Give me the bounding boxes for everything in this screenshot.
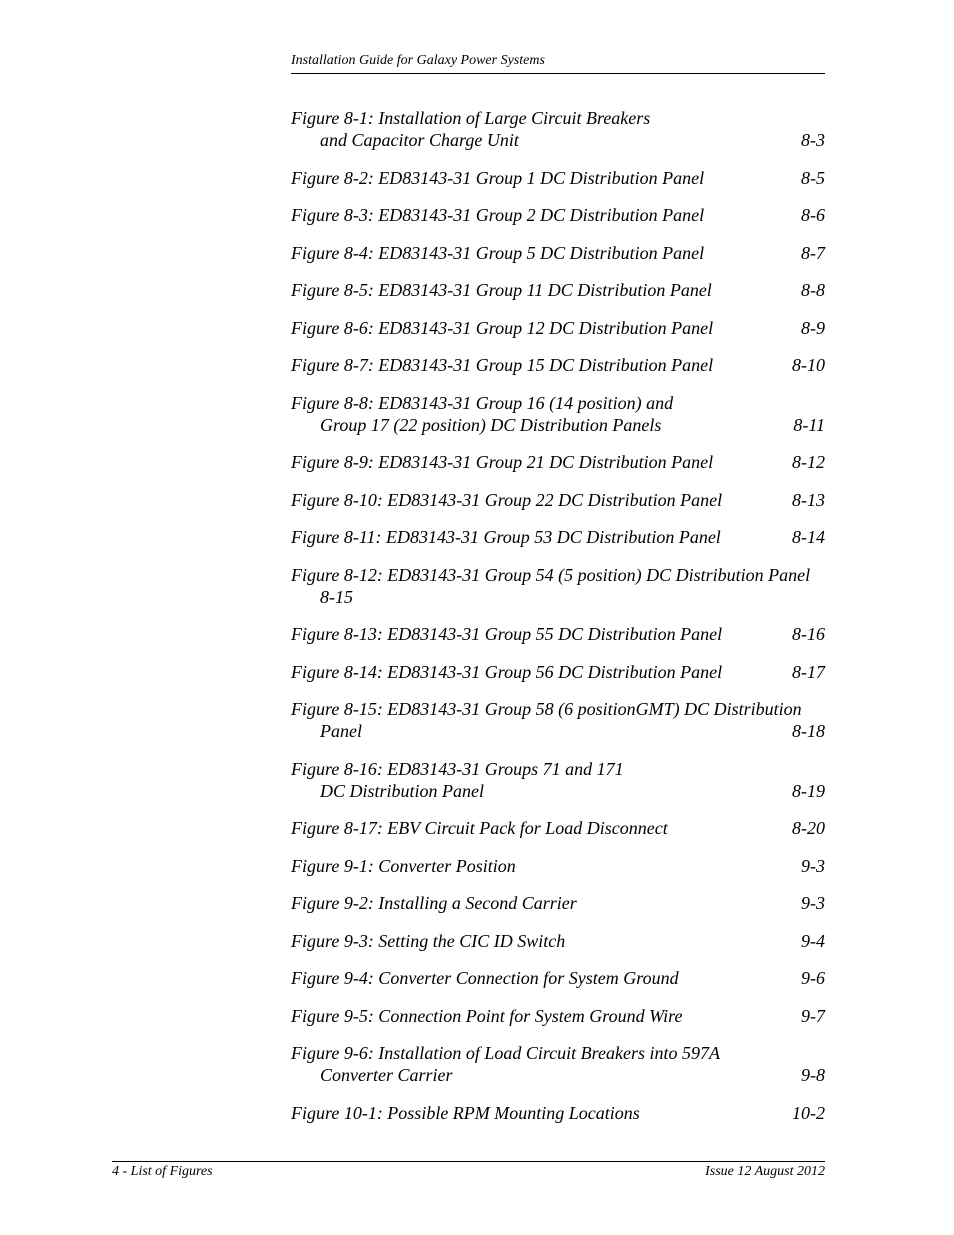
toc-entry-8-9[interactable]: Figure 8-9: ED83143-31 Group 21 DC Distribution Panel 8-12 — [291, 452, 825, 472]
page-number: 9-8 — [801, 1065, 825, 1085]
toc-entry-8-1[interactable]: Figure 8-1: Installation of Large Circuit Breakers and Capacitor Charge Unit 8-3 — [291, 108, 825, 150]
page-number: 8-15 — [320, 586, 353, 607]
toc-entry-9-6[interactable]: Figure 9-6: Installation of Load Circuit Breakers into 597A Converter Carrier 9-8 — [291, 1043, 825, 1085]
toc-entry-8-12[interactable]: Figure 8-12: ED83143-31 Group 54 (5 position) DC Distribution Panel 8-15 — [291, 564, 825, 608]
page-number: 9-6 — [801, 968, 825, 988]
page-number: 9-3 — [801, 855, 825, 876]
toc-entry-8-5[interactable]: Figure 8-5: ED83143-31 Group 11 DC Distribution Panel 8-8 — [291, 280, 825, 300]
page-number: 8-13 — [792, 489, 825, 510]
toc-entry-9-1[interactable]: Figure 9-1: Converter Position 9-3 — [291, 855, 825, 876]
page-number: 8-18 — [792, 721, 825, 741]
toc-entry-9-2[interactable]: Figure 9-2: Installing a Second Carrier 9-3 — [291, 893, 825, 913]
page-number: 8-14 — [792, 527, 825, 547]
page-number: 8-10 — [792, 355, 825, 375]
page-number: 10-2 — [792, 1102, 825, 1123]
page-number: 9-4 — [801, 930, 825, 951]
page-number: 8-3 — [801, 130, 825, 150]
page-number: 8-5 — [801, 167, 825, 188]
toc-entry-8-11[interactable]: Figure 8-11: ED83143-31 Group 53 DC Distribution Panel 8-14 — [291, 527, 825, 547]
page-number: 8-19 — [792, 780, 825, 801]
running-header — [291, 52, 825, 74]
list-of-figures — [291, 107, 825, 1139]
toc-entry-8-2[interactable]: Figure 8-2: ED83143-31 Group 1 DC Distribution Panel 8-5 — [291, 167, 825, 188]
toc-entry-8-7[interactable]: Figure 8-7: ED83143-31 Group 15 DC Distribution Panel 8-10 — [291, 355, 825, 375]
toc-entry-8-8[interactable]: Figure 8-8: ED83143-31 Group 16 (14 position) and Group 17 (22 position) DC Distribution Panels 8-11 — [291, 392, 825, 435]
toc-entry-8-15[interactable]: Figure 8-15: ED83143-31 Group 58 (6 positionGMT) DC Distribution Panel 8-18 — [291, 699, 825, 741]
toc-entry-9-3[interactable]: Figure 9-3: Setting the CIC ID Switch 9-4 — [291, 930, 825, 951]
toc-entry-8-14[interactable]: Figure 8-14: ED83143-31 Group 56 DC Distribution Panel 8-17 — [291, 661, 825, 682]
page-number: 8-17 — [792, 661, 825, 682]
footer-issue: Issue 12 August 2012 — [705, 1164, 825, 1179]
header-title: Installation Guide for Galaxy Power Systems — [291, 53, 545, 68]
running-footer — [112, 1161, 825, 1181]
page-number: 8-16 — [792, 624, 825, 644]
page-number: 9-7 — [801, 1005, 825, 1026]
toc-entry-8-13[interactable]: Figure 8-13: ED83143-31 Group 55 DC Distribution Panel 8-16 — [291, 624, 825, 644]
page-number: 8-7 — [801, 242, 825, 263]
page-number: 8-8 — [801, 280, 825, 300]
toc-entry-8-10[interactable]: Figure 8-10: ED83143-31 Group 22 DC Distribution Panel 8-13 — [291, 489, 825, 510]
page-number: 8-12 — [792, 452, 825, 472]
toc-entry-8-4[interactable]: Figure 8-4: ED83143-31 Group 5 DC Distribution Panel 8-7 — [291, 242, 825, 263]
toc-entry-9-4[interactable]: Figure 9-4: Converter Connection for System Ground 9-6 — [291, 968, 825, 988]
toc-entry-8-3[interactable]: Figure 8-3: ED83143-31 Group 2 DC Distribution Panel 8-6 — [291, 205, 825, 225]
page-number: 9-3 — [801, 893, 825, 913]
toc-entry-8-16[interactable]: Figure 8-16: ED83143-31 Groups 71 and 171 DC Distribution Panel 8-19 — [291, 758, 825, 801]
toc-entry-9-5[interactable]: Figure 9-5: Connection Point for System Ground Wire 9-7 — [291, 1005, 825, 1026]
footer-section: 4 - List of Figures — [112, 1164, 213, 1179]
page-number: 8-9 — [801, 317, 825, 338]
toc-entry-8-17[interactable]: Figure 8-17: EBV Circuit Pack for Load Disconnect 8-20 — [291, 818, 825, 838]
page-number: 8-6 — [801, 205, 825, 225]
page-number: 8-20 — [792, 818, 825, 838]
toc-entry-10-1[interactable]: Figure 10-1: Possible RPM Mounting Locations 10-2 — [291, 1102, 825, 1123]
page-number: 8-11 — [793, 414, 825, 435]
toc-entry-8-6[interactable]: Figure 8-6: ED83143-31 Group 12 DC Distribution Panel 8-9 — [291, 317, 825, 338]
